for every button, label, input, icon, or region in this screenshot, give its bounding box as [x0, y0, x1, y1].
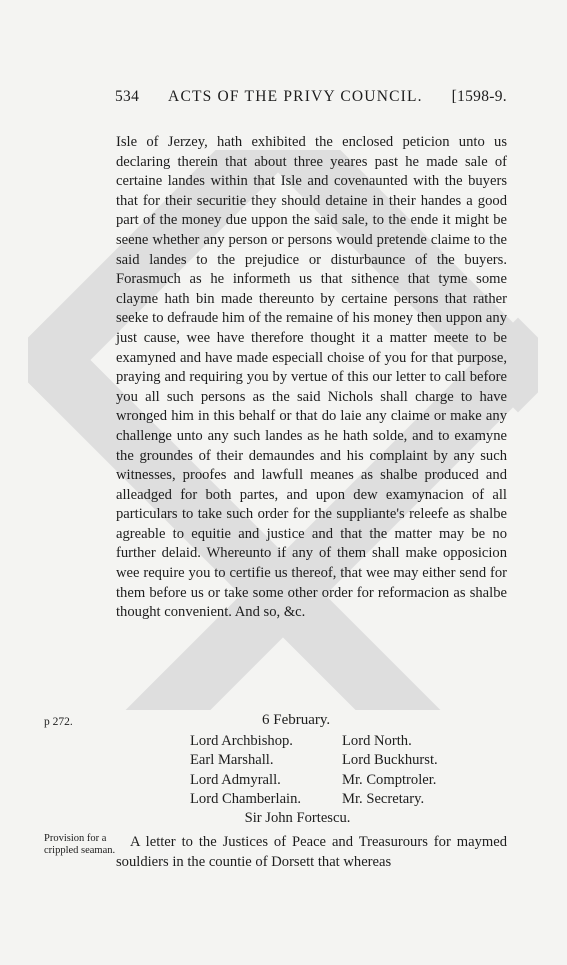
margin-page-reference: p 272.	[44, 716, 73, 728]
attendee: Earl Marshall.	[190, 752, 274, 769]
attendee: Lord Admyrall.	[190, 771, 281, 788]
attendee: Mr. Comptroler.	[342, 771, 437, 788]
running-header	[115, 88, 507, 106]
letter-paragraph: Isle of Jerzey, hath exhibited the enclosed peticion unto us declaring therein that about three yeares past he made sale of certaine landes within that Isle and covenaunted with the buyers that for their securitie they should detaine in their handes a good part of the money due uppon the said sale, to the ende it might be seene whether any person or persons would pretende claime to the said landes to the prejudice or disturbaunce of the buyers. Forasmuch as he informeth us that sithence that tyme some clayme hath bin made thereunto by certaine persons that rather seeke to defraude him of the remaine of his money then uppon any just cause, wee have therefore thought it a matter meete to be examyned and have made especiall choise of you for that purpose, praying and requiring you by vertue of this our letter to call before you all such persons as the said Nichols shall charge to have wronged him in this behalf or that do laie any claime or make any challenge unto any such landes as he hath solde, and to examyne the groundes of their demaundes and his complaint by any such witnesses, proofes and lawfull meanes as shalbe produced and alleadged for both partes, and upon dew examynacion of all particulars to take such order for the suppliante's releefe as shalbe agreable to equitie and justice and that the matter may be no further delaid. Whereunto if any of them shall make opposicion wee require you to certifie us thereof, that wee may either send for them before us or take some other order for reformacion as shalbe thought convenient. And so, &c.	[116, 134, 507, 621]
attendee: Lord Archbishop.	[190, 733, 293, 749]
year-range: [1598-9.	[451, 88, 507, 105]
session-date: 6 February.	[262, 712, 331, 728]
page-number: 534	[115, 88, 140, 105]
attendee: Mr. Secretary.	[342, 791, 425, 808]
running-title: ACTS OF THE PRIVY COUNCIL.	[168, 88, 423, 105]
attendee: Lord Chamberlain.	[190, 791, 302, 808]
entry-paragraph	[116, 832, 507, 872]
margin-note: Provision for a crippled seaman.	[44, 833, 116, 856]
attendee-final: Sir John Fortescu.	[244, 810, 351, 826]
attendee: Lord Buckhurst.	[342, 752, 438, 769]
attendee-list	[190, 732, 470, 810]
letter-body	[116, 133, 507, 623]
attendee: Lord North.	[342, 733, 412, 749]
entry-text: A letter to the Justices of Peace and Treasurours for maymed souldiers in the countie of Dorsett that whereas	[116, 834, 507, 870]
